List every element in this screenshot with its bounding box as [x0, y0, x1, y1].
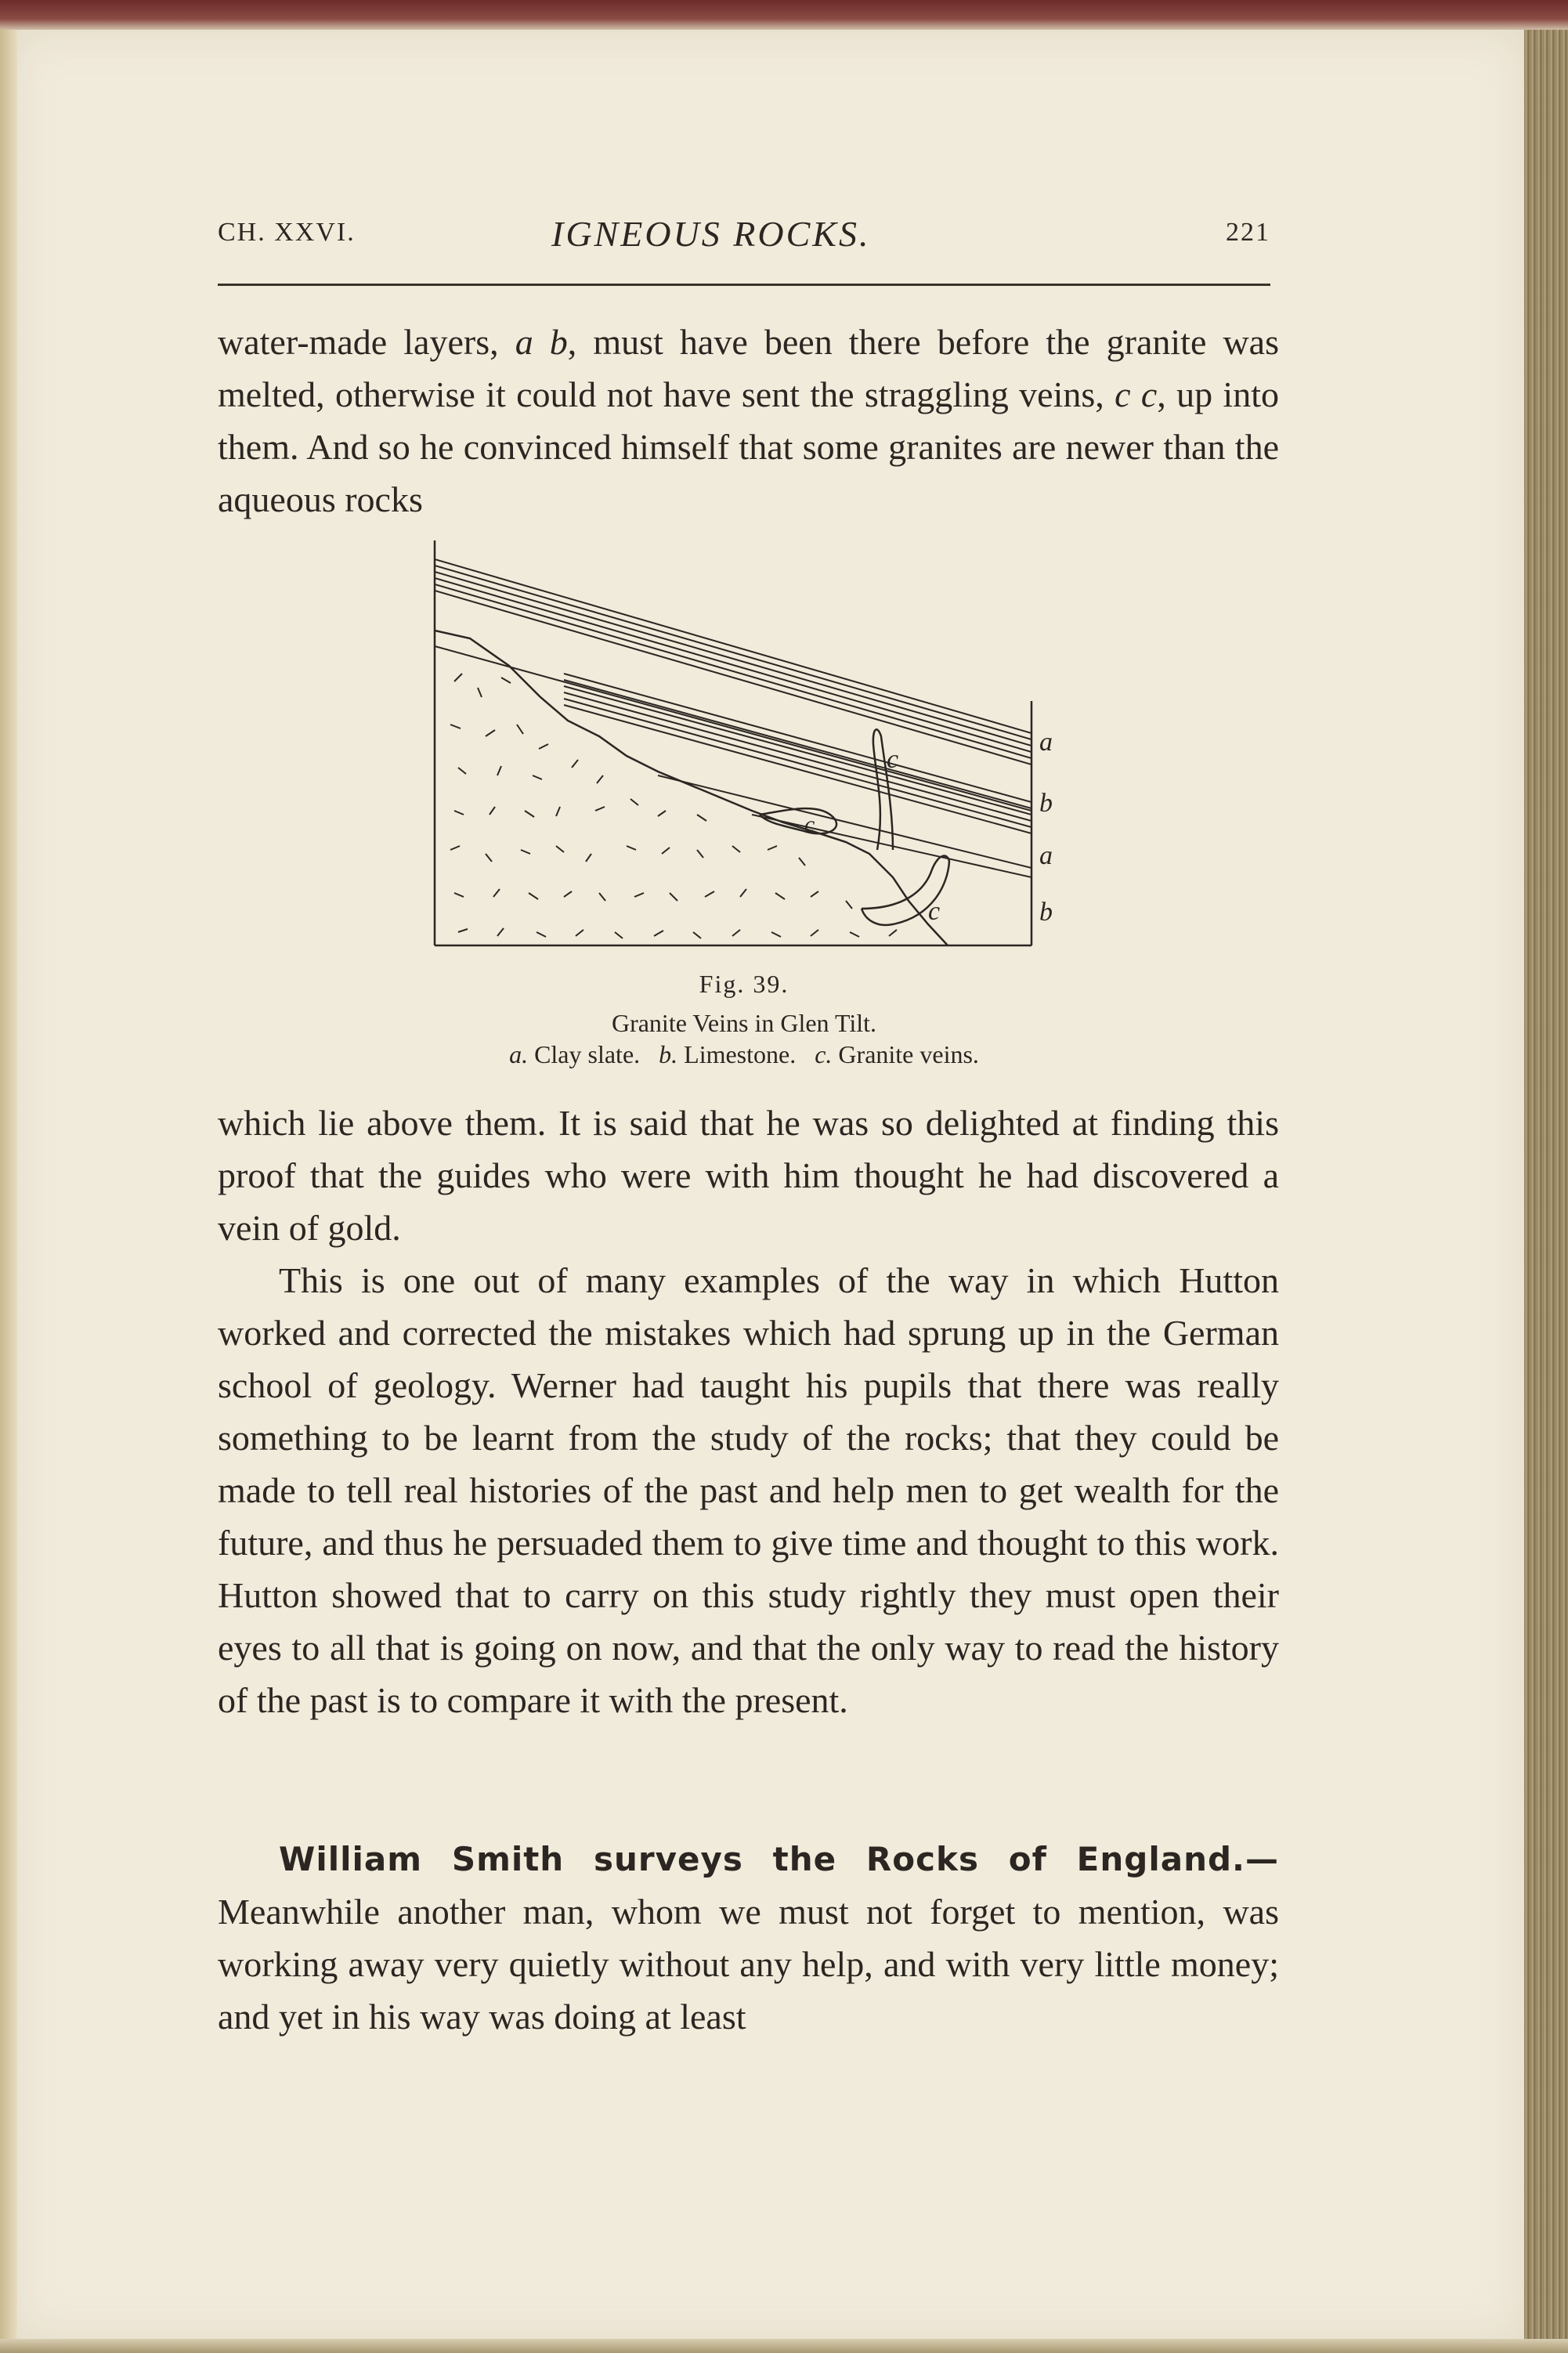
- granite-boundary: [435, 631, 948, 945]
- label-a-upper: a: [1039, 728, 1053, 757]
- granite-texture: [450, 674, 897, 938]
- label-c-inner: c: [804, 811, 815, 837]
- reference-cc: c c: [1115, 374, 1158, 414]
- granite-vein-inner: [760, 808, 836, 833]
- granite-veins: [760, 729, 949, 925]
- paragraph-1: [218, 316, 1279, 526]
- label-b-lower: b: [1039, 898, 1053, 927]
- label-c-upper: c: [887, 745, 899, 774]
- paragraph-4: [218, 1832, 1279, 2043]
- running-title: IGNEOUS ROCKS.: [551, 214, 871, 254]
- legend-label-b: Limestone.: [684, 1040, 797, 1068]
- paragraph-1-text-c: , up into them. And so he convinced himself that some granites are newer than the aqueous rocks: [218, 374, 1279, 519]
- paragraph-3: This is one out of many examples of the way in which Hutton worked and corrected the mistakes which had sprung up in the German school of geology. Werner had taught his pupils that there was really something to be learnt from the study of the rocks; that they could be made to tell real histories of the past and help men to get wealth for the future, and thus he persuaded them to give time and thought to this work. Hutton showed that to carry on this study rightly they must open their eyes to all that is going on now, and that the only way to read the history of the past is to compare it with the present.: [218, 1260, 1279, 1720]
- limestone-band-lower: [658, 775, 1031, 877]
- paragraph-2: which lie above them. It is said that he was so delighted at finding this proof that the guides who were with him thought he had discovered a vein of gold.: [218, 1103, 1279, 1248]
- running-header: [218, 213, 1270, 260]
- header-rule: [218, 284, 1270, 286]
- label-c-lower: c: [928, 897, 941, 926]
- label-b-upper: b: [1039, 789, 1053, 818]
- book-fore-edge: [1524, 30, 1568, 2353]
- figure-granite-veins: [423, 540, 1081, 963]
- legend-letter-b: b.: [659, 1040, 678, 1068]
- chapter-label: CH. XXVI.: [218, 218, 356, 247]
- figure-legend: [218, 1040, 1270, 1069]
- book-bottom-edge: [0, 2339, 1568, 2353]
- clay-slate-band-upper: [435, 559, 1031, 764]
- granite-veins-diagram: [423, 540, 1081, 963]
- legend-letter-a: a.: [509, 1040, 529, 1068]
- page-number: 221: [1226, 218, 1270, 247]
- legend-letter-c: c.: [815, 1040, 833, 1068]
- figure-number: Fig. 39.: [699, 970, 789, 998]
- label-a-lower: a: [1039, 841, 1053, 870]
- paragraph-1-text-a: water-made layers,: [218, 322, 515, 362]
- reference-ab: a b: [515, 322, 568, 362]
- book-gutter: [0, 30, 17, 2353]
- book-top-edge: [0, 0, 1568, 31]
- paragraph-1-text-b: , must have been there before the granite was melted, otherwise it could not have sent the straggling veins,: [218, 322, 1280, 414]
- paragraph-4-text: Meanwhile another man, whom we must not forget to mention, was working away very quietly without any help, and with very little money; and yet in his way was doing at least: [218, 1892, 1279, 2037]
- section-heading: William Smith surveys the Rocks of England.—: [279, 1840, 1279, 1878]
- legend-label-c: Granite veins.: [838, 1040, 979, 1068]
- figure-title: Granite Veins in Glen Tilt.: [611, 1009, 877, 1037]
- legend-label-a: Clay slate.: [534, 1040, 641, 1068]
